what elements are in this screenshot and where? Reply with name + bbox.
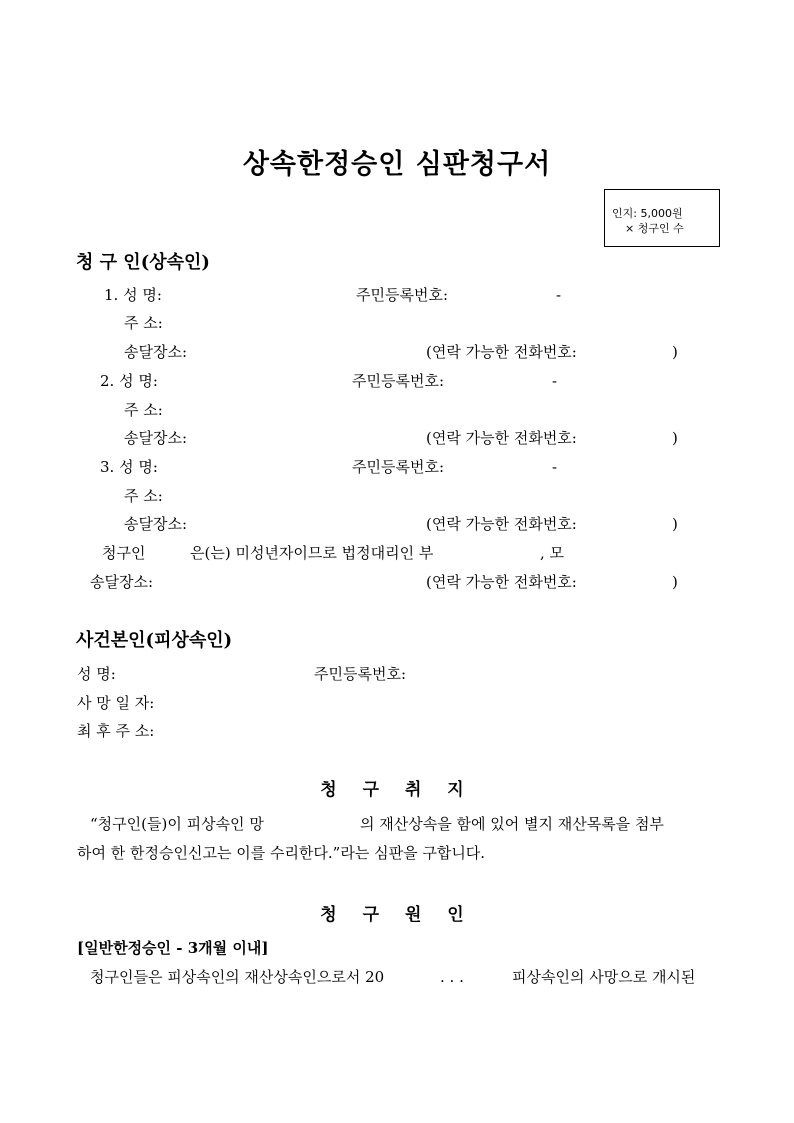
claimant-2-service-label: 송달장소: bbox=[124, 429, 188, 447]
cause-line1-end: 피상속인의 사망으로 개시된 bbox=[512, 968, 696, 986]
claimant-1-phone-label: (연락 가능한 전화번호: bbox=[426, 343, 577, 361]
claimant-1-address-label: 주 소: bbox=[124, 314, 163, 332]
claimant-2-id-label: 주민등록번호: bbox=[352, 372, 444, 390]
cause-subheading: [일반한정승인 - 3개월 이내] bbox=[77, 939, 269, 957]
claimant-3-id-dash: - bbox=[552, 458, 558, 476]
minor-phone-close: ) bbox=[672, 573, 678, 591]
cause-line1-dots: . . . bbox=[440, 968, 464, 986]
minor-claimant-prefix: 청구인 bbox=[102, 544, 146, 562]
decedent-last-address-label: 최 후 주 소: bbox=[77, 722, 155, 740]
claimant-3-id-label: 주민등록번호: bbox=[352, 458, 444, 476]
purpose-line1-end: 의 재산상속을 함에 있어 별지 재산목록을 첨부 bbox=[360, 815, 664, 833]
purpose-heading: 청 구 취 지 bbox=[320, 780, 474, 800]
claimant-2-name-label: 2. 성 명: bbox=[100, 372, 158, 390]
claimant-3-phone-label: (연락 가능한 전화번호: bbox=[426, 515, 577, 533]
decedent-name-label: 성 명: bbox=[77, 665, 116, 683]
claimant-3-phone-close: ) bbox=[672, 515, 678, 533]
claimant-1-id-dash: - bbox=[556, 286, 562, 304]
claimant-3-name-label: 3. 성 명: bbox=[100, 458, 158, 476]
claimant-2-id-dash: - bbox=[552, 372, 558, 390]
decedent-death-date-label: 사 망 일 자: bbox=[77, 694, 155, 712]
claimant-1-id-label: 주민등록번호: bbox=[356, 286, 448, 304]
stamp-fee: 인지: 5,000원 bbox=[612, 207, 683, 220]
minor-claimant-mother: , 모 bbox=[540, 544, 565, 562]
minor-phone-label: (연락 가능한 전화번호: bbox=[426, 573, 577, 591]
purpose-line1-start: “청구인(들)이 피상속인 망 bbox=[90, 815, 264, 833]
claimants-heading: 청 구 인(상속인) bbox=[76, 252, 210, 273]
claimant-1-service-label: 송달장소: bbox=[124, 343, 188, 361]
page-title: 상속한정승인 심판청구서 bbox=[242, 149, 552, 180]
claimant-2-phone-close: ) bbox=[672, 429, 678, 447]
claimant-3-address-label: 주 소: bbox=[124, 487, 163, 505]
stamp-multiplier: × 청구인 수 bbox=[625, 222, 684, 235]
purpose-line2: 하여 한 한정승인신고는 이를 수리한다.”라는 심판을 구합니다. bbox=[77, 844, 486, 862]
cause-line1-start: 청구인들은 피상속인의 재산상속인으로서 20 bbox=[90, 968, 385, 986]
claimant-1-name-label: 1. 성 명: bbox=[104, 286, 162, 304]
minor-service-label: 송달장소: bbox=[90, 573, 154, 591]
cause-heading: 청 구 원 인 bbox=[320, 905, 474, 925]
revenue-stamp-box bbox=[604, 189, 720, 247]
claimant-1-phone-close: ) bbox=[672, 343, 678, 361]
decedent-heading: 사건본인(피상속인) bbox=[76, 630, 233, 651]
claimant-2-address-label: 주 소: bbox=[124, 401, 163, 419]
claimant-3-service-label: 송달장소: bbox=[124, 515, 188, 533]
minor-claimant-text: 은(는) 미성년자이므로 법정대리인 부 bbox=[190, 544, 434, 562]
claimant-2-phone-label: (연락 가능한 전화번호: bbox=[426, 429, 577, 447]
decedent-id-label: 주민등록번호: bbox=[314, 665, 406, 683]
